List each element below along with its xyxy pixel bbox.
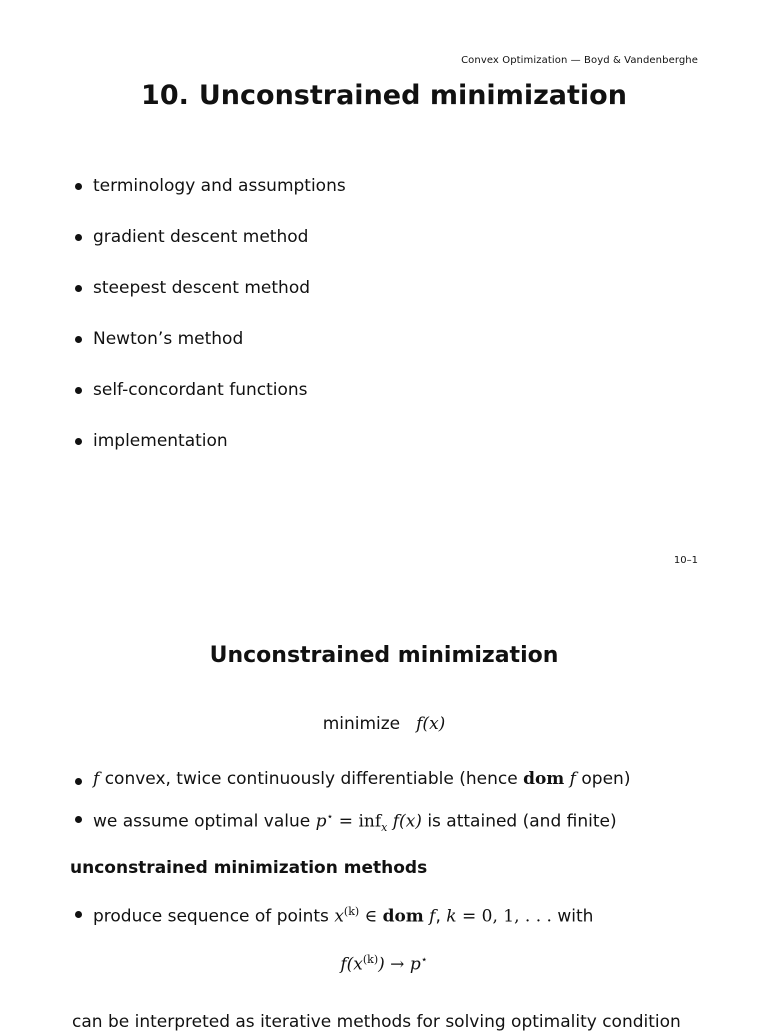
bullet-icon — [75, 438, 82, 445]
slide-title — [0, 80, 768, 111]
bullet-icon — [75, 911, 82, 918]
slide-title-text: Unconstrained minimization — [198, 80, 627, 111]
list-item: we assume optimal value p⋆ = inf$_x$ f(x) is attained (and finite) — [72, 805, 617, 840]
bullet-icon — [75, 336, 82, 343]
bullet-icon — [75, 778, 82, 785]
list-item: terminology and assumptions — [72, 172, 346, 223]
bullet-icon — [75, 387, 82, 394]
bullet-icon — [75, 234, 82, 241]
cut-off-line: can be interpreted as iterative methods for solving optimality condition — [72, 1012, 681, 1032]
section-title: Unconstrained minimization — [209, 643, 559, 668]
page-number: 10–1 — [673, 555, 698, 566]
list-item: self-concordant functions — [72, 376, 346, 427]
bullet-icon — [75, 816, 82, 823]
slide-number: 10. — [141, 80, 189, 111]
list-item: f convex, twice continuously differentiable (hence dom f open) — [72, 767, 630, 791]
problem-statement: minimize f(x) — [322, 714, 446, 734]
bullet-icon — [75, 183, 82, 190]
list-item: steepest descent method — [72, 274, 346, 325]
methods-heading: unconstrained minimization methods — [70, 858, 428, 878]
list-item: implementation — [72, 427, 346, 478]
topic-list — [72, 172, 346, 478]
course-header: Convex Optimization — Boyd & Vandenberghe — [461, 55, 698, 66]
list-item: produce sequence of points $x^{(k)}$ ∈ dom f, k = 0, 1, . . . with — [72, 900, 593, 929]
bullet-icon — [75, 285, 82, 292]
list-item: gradient descent method — [72, 223, 346, 274]
limit-formula: $f(x^{(k)}) \to p^⋆$ — [340, 953, 428, 975]
list-item: Newton’s method — [72, 325, 346, 376]
